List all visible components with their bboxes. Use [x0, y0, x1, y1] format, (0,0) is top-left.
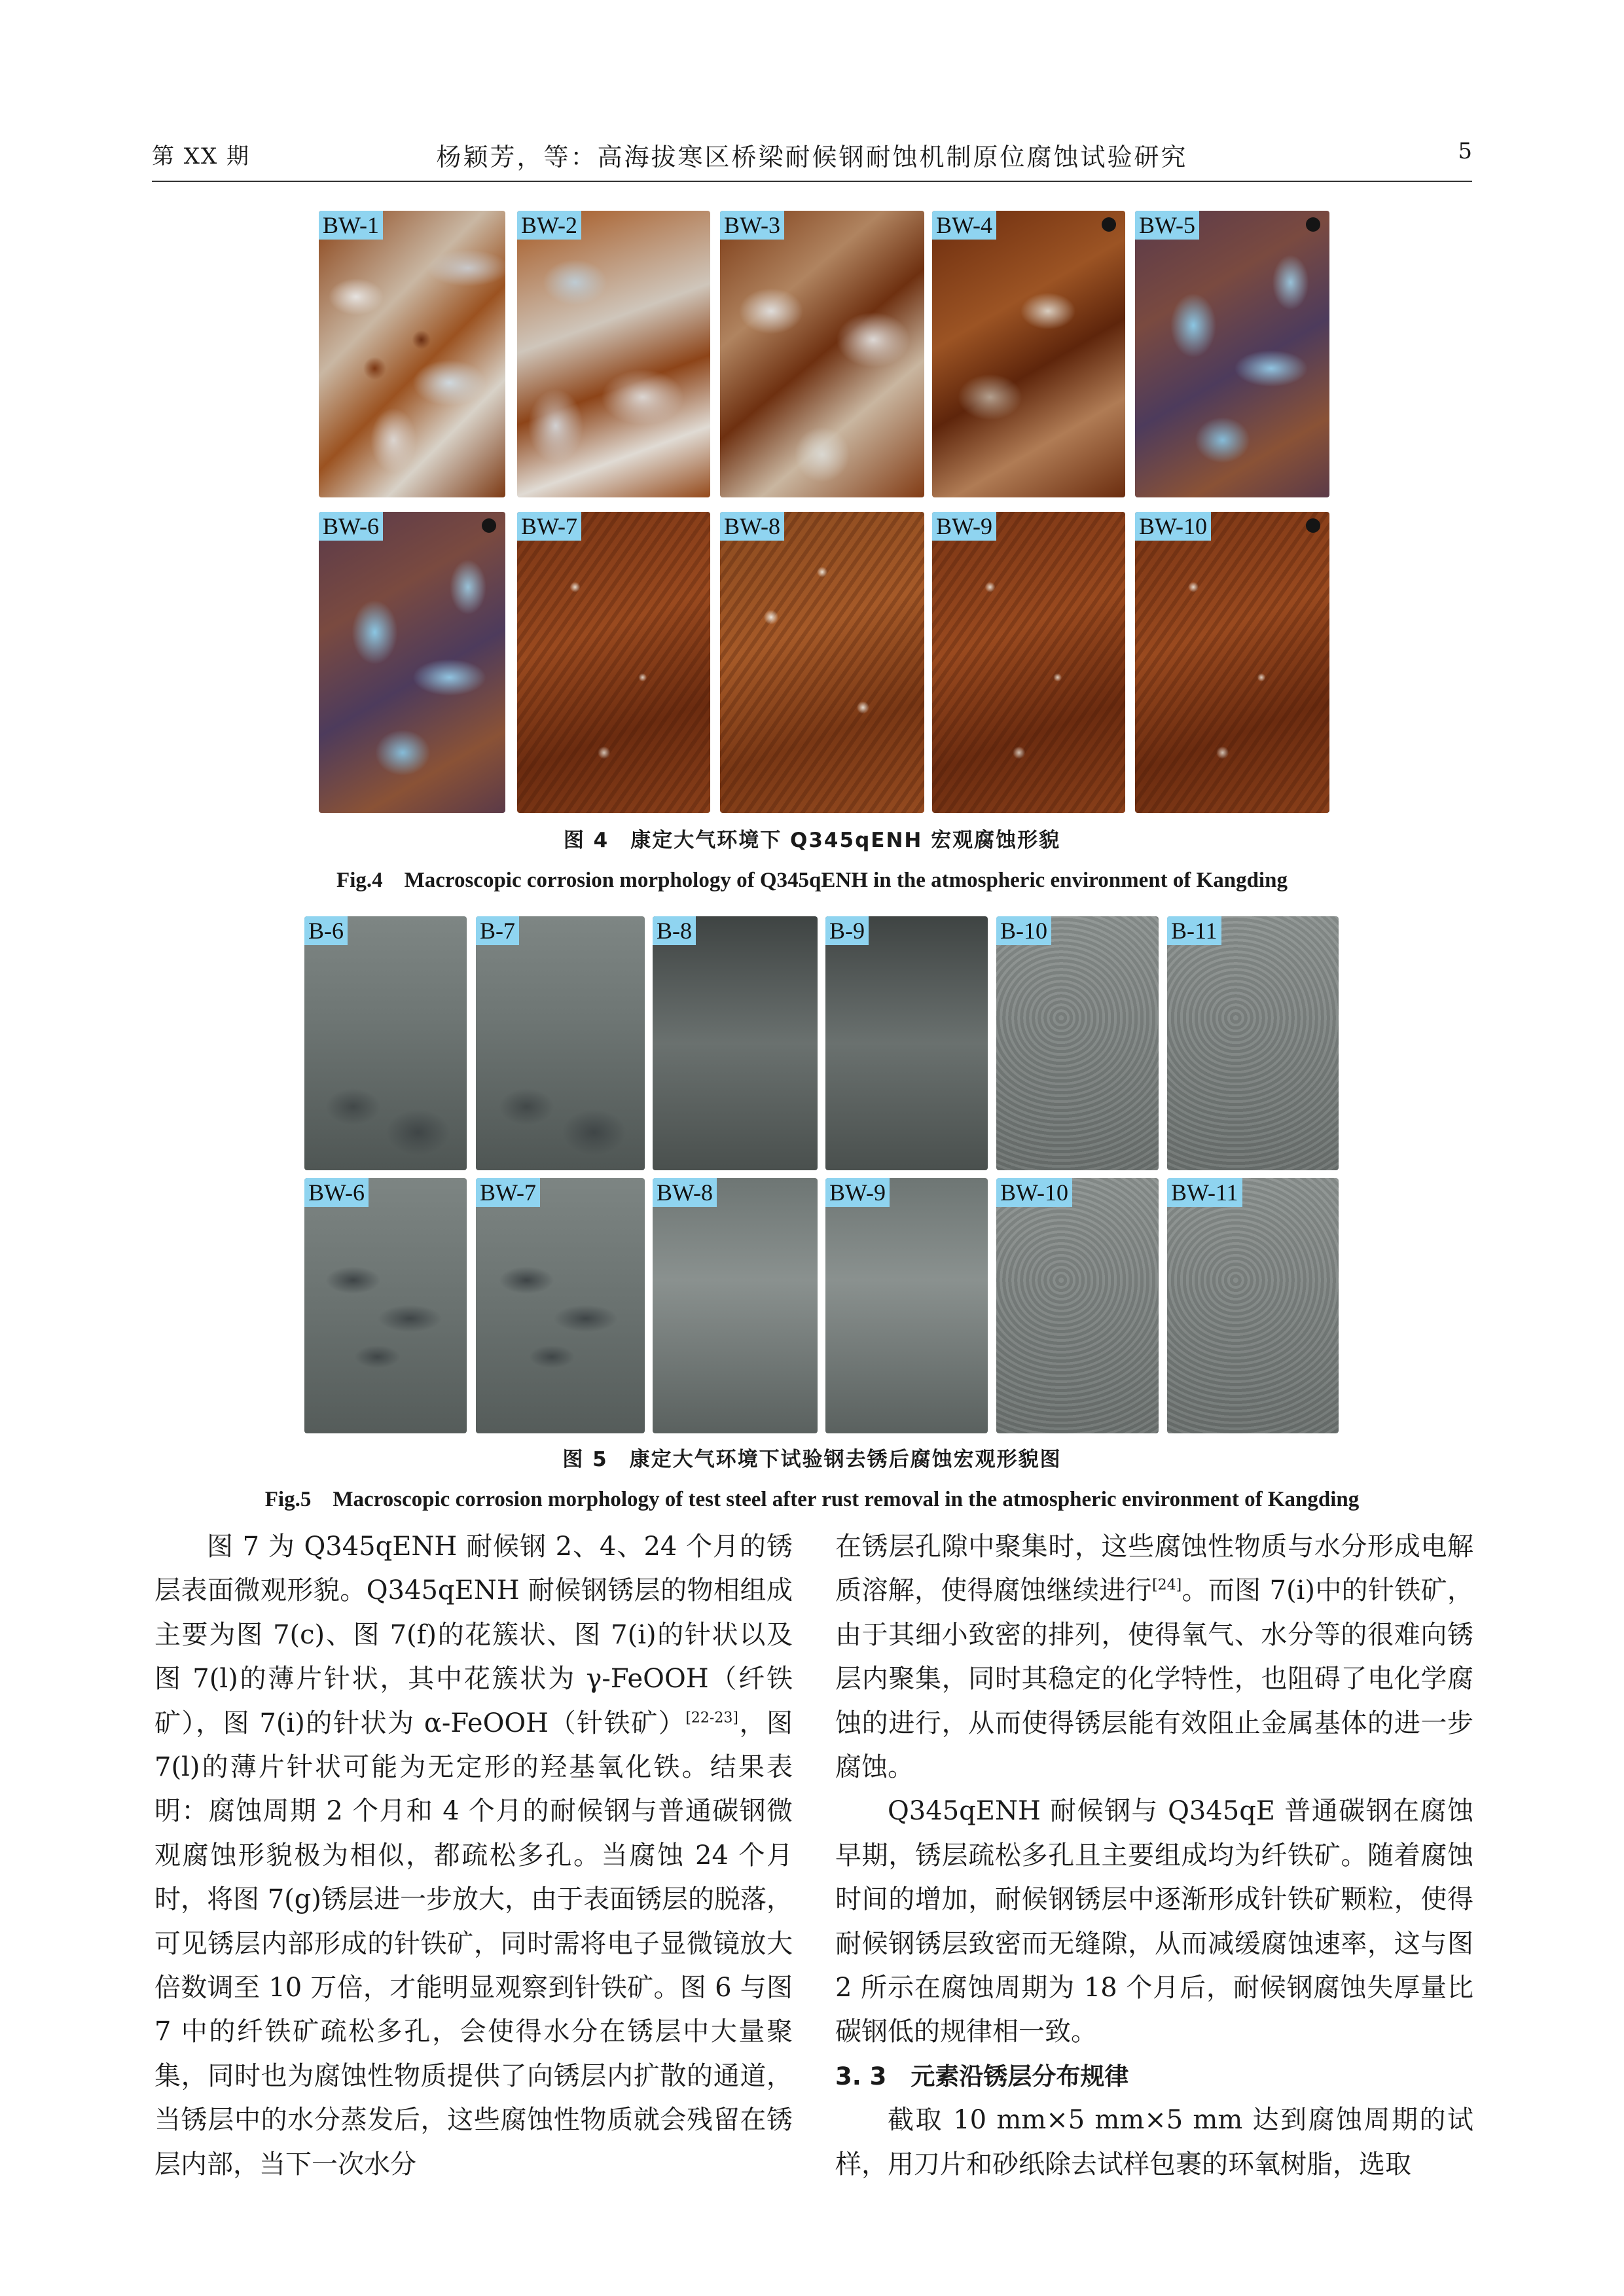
- running-header: [152, 134, 1472, 180]
- panel-label: BW-10: [1135, 512, 1211, 541]
- photo-b-10: [996, 916, 1159, 1170]
- photo-b-7: [476, 916, 645, 1170]
- panel-label: BW-1: [319, 211, 383, 240]
- photo-bw-2: [517, 211, 710, 497]
- panel-label: BW-7: [517, 512, 581, 541]
- panel-label: BW-4: [932, 211, 996, 240]
- panel-label: B-10: [996, 916, 1051, 945]
- panel-label: BW-3: [720, 211, 784, 240]
- photo-b-9: [825, 916, 988, 1170]
- panel-label: BW-11: [1167, 1178, 1242, 1207]
- photo-b-11: [1167, 916, 1339, 1170]
- mounting-hole: [482, 518, 496, 533]
- photo-bw-4: [932, 211, 1125, 497]
- left-column: [154, 1525, 793, 2187]
- panel-label: BW-5: [1135, 211, 1199, 240]
- running-title: 杨颖芳，等：高海拔寒区桥梁耐候钢耐蚀机制原位腐蚀试验研究: [436, 143, 1188, 171]
- panel-label: B-7: [476, 916, 519, 945]
- right-column: [835, 1525, 1473, 2187]
- panel-label: BW-8: [653, 1178, 717, 1207]
- header-rule: [152, 181, 1472, 182]
- panel-label: BW-6: [319, 512, 383, 541]
- section-heading: 3. 3 元素沿锈层分布规律: [835, 2062, 1129, 2090]
- mounting-hole: [1306, 518, 1320, 533]
- photo-bw-10-cleaned: [996, 1178, 1159, 1433]
- photo-bw-5: [1135, 211, 1329, 497]
- panel-label: BW-9: [932, 512, 996, 541]
- photo-bw-8: [720, 512, 924, 813]
- panel-label: BW-9: [825, 1178, 890, 1207]
- panel-label: B-9: [825, 916, 869, 945]
- panel-label: BW-10: [996, 1178, 1072, 1207]
- figure-5-caption-cn: 图 5 康定大气环境下试验钢去锈后腐蚀宏观形貌图: [562, 1448, 1062, 1471]
- photo-bw-6-cleaned: [304, 1178, 467, 1433]
- photo-bw-1: [319, 211, 505, 497]
- mounting-hole: [1102, 217, 1116, 232]
- panel-label: B-8: [653, 916, 696, 945]
- figure-5-grid: [304, 916, 1339, 1433]
- photo-bw-6: [319, 512, 505, 813]
- paragraph: 图 7 为 Q345qENH 耐候钢 2、4、24 个月的锈层表面微观形貌。Q345qENH 耐候钢锈层的物相组成主要为图 7(c)、图 7(f)的花簇状、图 7(i)的针状以及图 7(l)的薄片针状，其中花簇状为 γ-FeOOH（纤铁矿），图 7(i)的针状为 α-FeOOH（针铁矿）[22-23]，图 7(l)的薄片针状可能为无定形的羟基氧化铁。结果表明：腐蚀周期 2 个月和 4 个月的耐候钢与普通碳钢微观腐蚀形貌极为相似，都疏松多孔。当腐蚀 24 个月时，将图 7(g)锈层进一步放大，由于表面锈层的脱落，可见锈层内部形成的针铁矿，同时需将电子显微镜放大倍数调至 10 万倍，才能明显观察到针铁矿。图 6 与图 7 中的纤铁矿疏松多孔，会使得水分在锈层中大量聚集，同时也为腐蚀性物质提供了向锈层内扩散的通道，当锈层中的水分蒸发后，这些腐蚀性物质就会残留在锈层内部，当下一次水分: [154, 1532, 793, 2179]
- figure-5-caption-en: Fig.5 Macroscopic corrosion morphology of test steel after rust removal in the atmospheric environment of Kangding: [264, 1488, 1360, 1511]
- figure-4-caption-en: Fig.4 Macroscopic corrosion morphology of Q345qENH in the atmospheric environment of Kangding: [336, 869, 1288, 892]
- page-number: 5: [1458, 138, 1472, 164]
- paragraph: Q345qENH 耐候钢与 Q345qE 普通碳钢在腐蚀早期，锈层疏松多孔且主要组成均为纤铁矿。随着腐蚀时间的增加，耐候钢锈层中逐渐形成针铁矿颗粒，使得耐候钢锈层致密而无缝隙，从而减缓腐蚀速率，这与图 2 所示在腐蚀周期为 18 个月后，耐候钢腐蚀失厚量比碳钢低的规律相一致。: [835, 1796, 1473, 2047]
- issue-number: 第 XX 期: [152, 143, 251, 170]
- figure-4-caption-cn: 图 4 康定大气环境下 Q345qENH 宏观腐蚀形貌: [563, 829, 1061, 852]
- photo-bw-8-cleaned: [653, 1178, 818, 1433]
- panel-label: B-6: [304, 916, 348, 945]
- photo-b-8: [653, 916, 818, 1170]
- panel-label: BW-8: [720, 512, 784, 541]
- mounting-hole: [1306, 217, 1320, 232]
- paragraph-continued: 在锈层孔隙中聚集时，这些腐蚀性物质与水分形成电解质溶解，使得腐蚀继续进行[24]。而图 7(i)中的针铁矿，由于其细小致密的排列，使得氧气、水分等的很难向锈层内聚集，同时其稳定的化学特性，也阻碍了电化学腐蚀的进行，从而使得锈层能有效阻止金属基体的进一步腐蚀。: [835, 1532, 1474, 1783]
- photo-bw-7-cleaned: [476, 1178, 645, 1433]
- photo-bw-7: [517, 512, 710, 813]
- paragraph: 截取 10 mm×5 mm×5 mm 达到腐蚀周期的试样，用刀片和砂纸除去试样包裹的环氧树脂，选取: [835, 2105, 1473, 2179]
- citation: [22-23]: [685, 1710, 738, 1727]
- photo-bw-11-cleaned: [1167, 1178, 1339, 1433]
- photo-bw-10: [1135, 512, 1329, 813]
- photo-b-6: [304, 916, 467, 1170]
- photo-bw-9-cleaned: [825, 1178, 988, 1433]
- panel-label: BW-7: [476, 1178, 540, 1207]
- panel-label: BW-2: [517, 211, 581, 240]
- photo-bw-9: [932, 512, 1125, 813]
- photo-bw-3: [720, 211, 924, 497]
- figure-4-grid: [319, 211, 1331, 813]
- citation: [24]: [1152, 1577, 1182, 1594]
- panel-label: B-11: [1167, 916, 1221, 945]
- panel-label: BW-6: [304, 1178, 369, 1207]
